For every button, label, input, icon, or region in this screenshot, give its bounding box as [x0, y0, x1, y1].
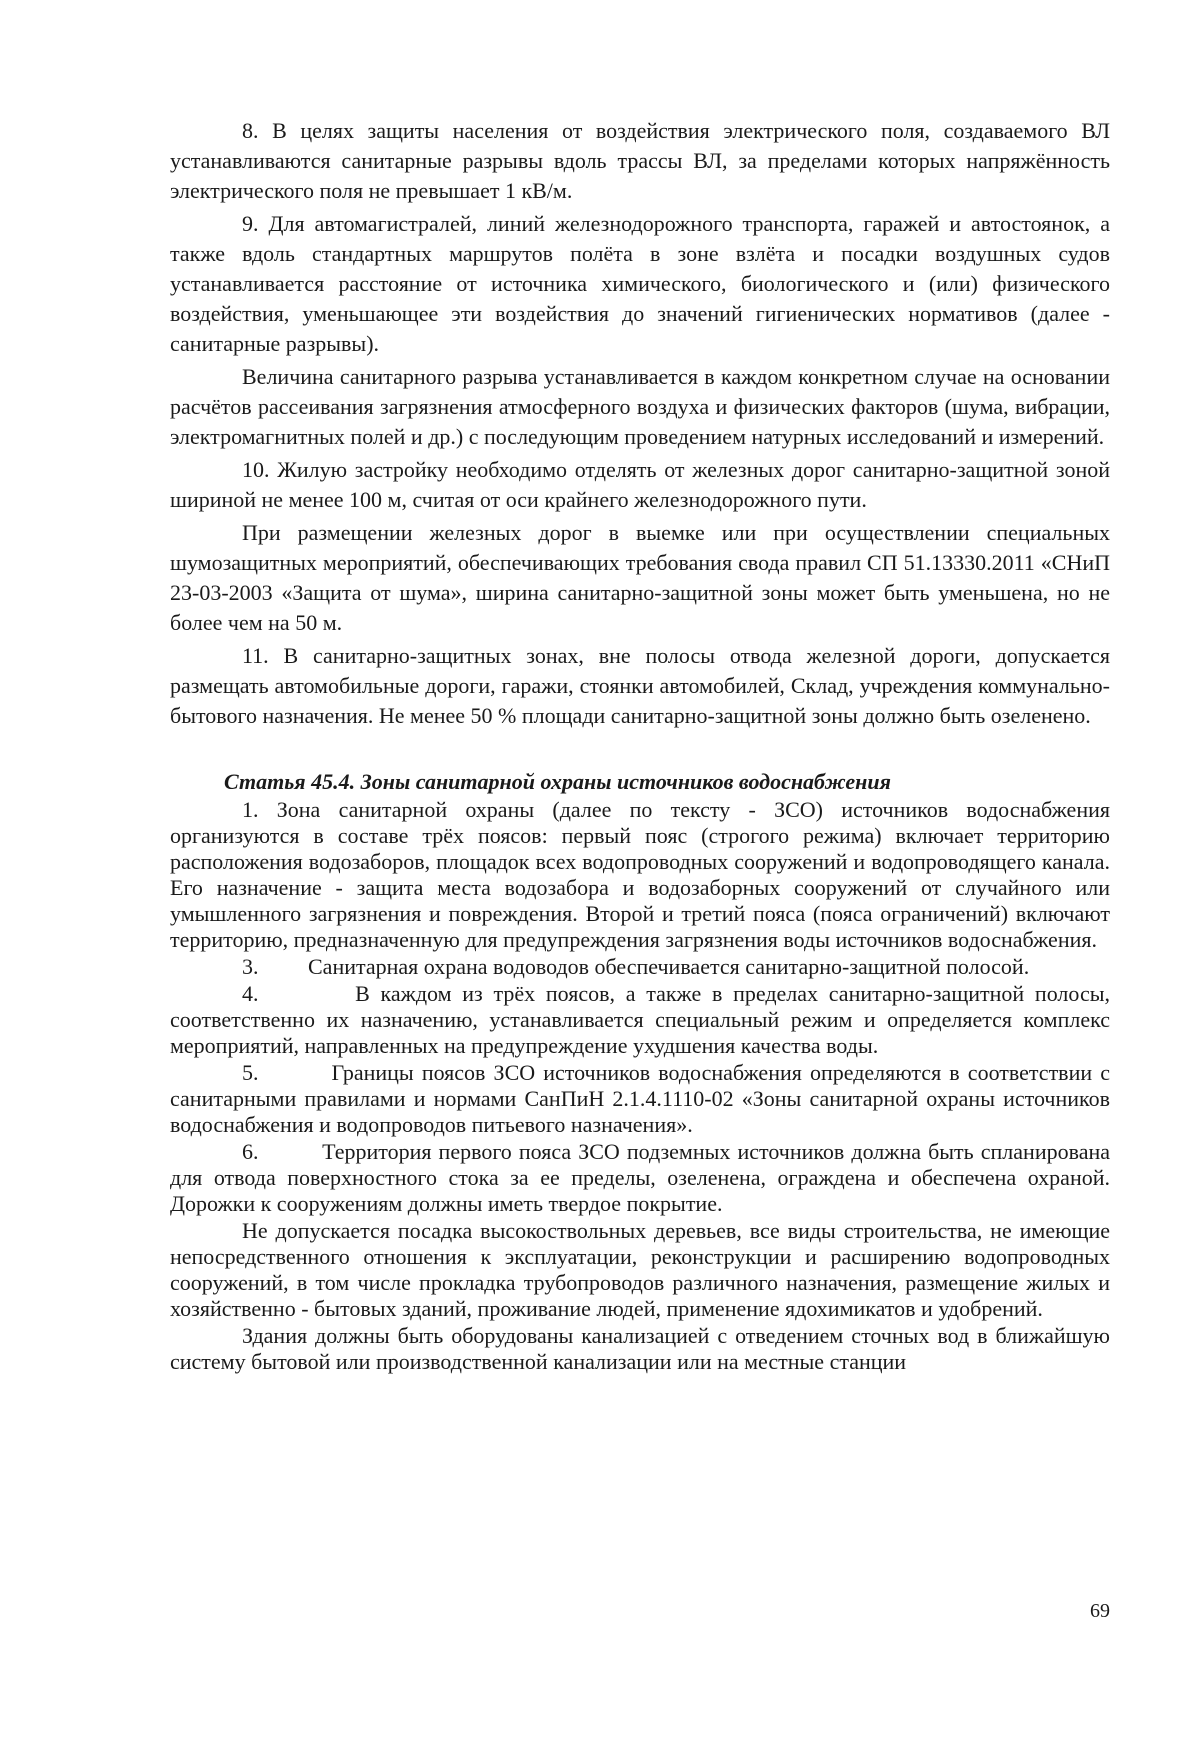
paragraph-9: 9. Для автомагистралей, линий железнодорожного транспорта, гаражей и автостоянок, а также вдоль стандартных маршрутов полёта в зоне взлёта и посадки воздушных судов устанавливается расстояние от источника химического, биологического и (или) физического воздействия, уменьшающее эти воздействия до значений гигиенических нормативов (далее - санитарные разрывы). — [170, 211, 1110, 356]
paragraph-restrictions: Не допускается посадка высокоствольных деревьев, все виды строительства, не имеющие непосредственного отношения к эксплуатации, реконструкции и расширению водопроводных сооружений, в том числе прокладка трубопроводов различного назначения, размещение жилых и хозяйственно - бытовых зданий, проживание людей, применение ядохимикатов и удобрений. — [170, 1218, 1110, 1321]
article-heading: Статья 45.4. Зоны санитарной охраны источников водоснабжения — [224, 769, 891, 794]
paragraph-zso-6: 6. Территория первого пояса ЗСО подземных источников должна быть спланирована для отвода поверхностного стока за ее пределы, озеленена, ограждена и обеспечена охраной. Дорожки к сооружениям должны иметь твердое покрытие. — [170, 1139, 1110, 1216]
paragraph-10: 10. Жилую застройку необходимо отделять от железных дорог санитарно-защитной зоной шириной не менее 100 м, считая от оси крайнего железнодорожного пути. — [170, 457, 1110, 512]
paragraph-zso-1: 1. Зона санитарной охраны (далее по тексту - ЗСО) источников водоснабжения организуются в составе трёх поясов: первый пояс (строгого режима) включает территорию расположения водозаборов, площадок всех водопроводных сооружений и водопроводящего канала. Его назначение - защита места водозабора и водозаборных сооружений от случайного или умышленного загрязнения и повреждения. Второй и третий пояса (пояса ограничений) включают территорию, предназначенную для предупреждения загрязнения воды источников водоснабжения. — [170, 797, 1110, 952]
paragraph-11: 11. В санитарно-защитных зонах, вне полосы отвода железной дороги, допускается размещать автомобильные дороги, гаражи, стоянки автомобилей, Склад, учреждения коммунально-бытового назначения. Не менее 50 % площади санитарно-защитной зоны должно быть озеленено. — [170, 643, 1110, 728]
paragraph-sanitary-gap-size: Величина санитарного разрыва устанавливается в каждом конкретном случае на основании расчётов рассеивания загрязнения атмосферного воздуха и физических факторов (шума, вибрации, электромагнитных полей и др.) с последующим проведением натурных исследований и измерений. — [170, 364, 1110, 449]
paragraph-railway-excavation: При размещении железных дорог в выемке или при осуществлении специальных шумозащитных мероприятий, обеспечивающих требования свода правил СП 51.13330.2011 «СНиП 23-03-2003 «Защита от шума», ширина санитарно-защитной зоны может быть уменьшена, но не более чем на 50 м. — [170, 520, 1110, 635]
paragraph-sewerage: Здания должны быть оборудованы канализацией с отведением сточных вод в ближайшую систему бытовой или производственной канализации или на местные станции — [170, 1323, 1110, 1374]
paragraph-zso-3: 3. Санитарная охрана водоводов обеспечивается санитарно-защитной полосой. — [242, 954, 1030, 979]
paragraph-zso-5: 5. Границы поясов ЗСО источников водоснабжения определяются в соответствии с санитарными правилами и нормами СанПиН 2.1.4.1110-02 «Зоны санитарной охраны источников водоснабжения и водопроводов питьевого назначения». — [170, 1060, 1110, 1137]
paragraph-zso-4: 4. В каждом из трёх поясов, а также в пределах санитарно-защитной полосы, соответственно их назначению, устанавливается специальный режим и определяется комплекс мероприятий, направленных на предупреждение ухудшения качества воды. — [170, 981, 1110, 1058]
page-number: 69 — [1090, 1600, 1110, 1622]
document-body — [170, 116, 1110, 1376]
paragraph-8: 8. В целях защиты населения от воздействия электрического поля, создаваемого ВЛ устанавливаются санитарные разрывы вдоль трассы ВЛ, за пределами которых напряжённость электрического поля не превышает 1 кВ/м. — [170, 118, 1110, 203]
